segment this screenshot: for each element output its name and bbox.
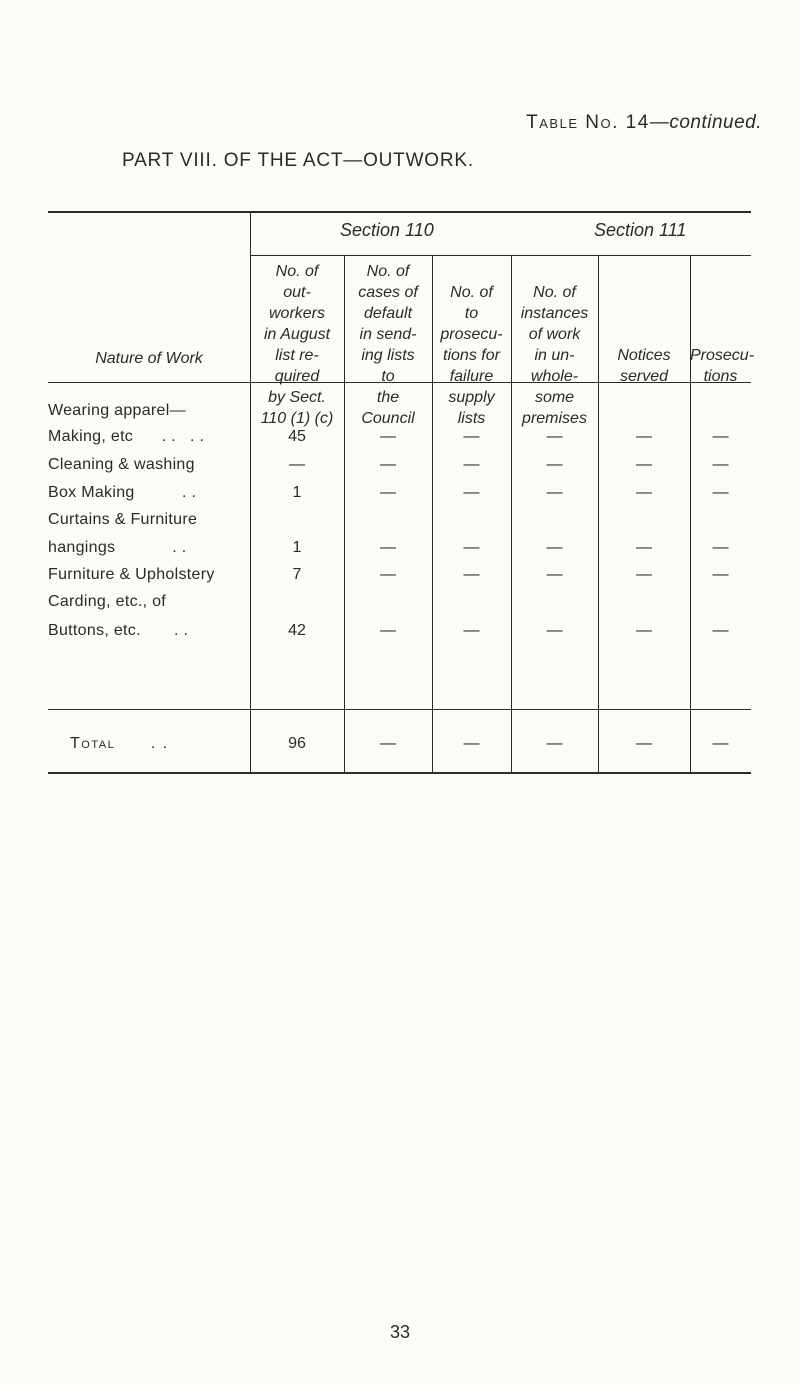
total-unwholesome: — (546, 735, 563, 752)
cell-notices: — (636, 622, 652, 639)
cell-unwholesome: — (546, 428, 563, 445)
cell-prosecutions: — (712, 456, 729, 473)
row-label: Wearing apparel— (48, 402, 186, 419)
cell-default: — (380, 539, 396, 556)
row-label: Furniture & Upholstery (48, 566, 215, 583)
cell-prosecutions-failure: — (463, 566, 480, 583)
total-label: Total . . (70, 735, 169, 752)
table-label-prefix: Table No. 14 (526, 112, 650, 133)
cell-prosecutions: — (712, 566, 729, 583)
cell-default: — (380, 566, 396, 583)
rule-total-top (48, 709, 751, 710)
section-110-heading: Section 110 (340, 220, 434, 240)
cell-default: — (380, 428, 396, 445)
row-label: Buttons, etc. . . (48, 622, 189, 639)
total-default: — (380, 735, 396, 752)
cell-outworkers: — (289, 456, 305, 473)
cell-unwholesome: — (546, 622, 563, 639)
col-header-prosecutions-failure: No. of to prosecu- tions for failure supply lists (440, 284, 503, 427)
section-111-heading: Section 111 (594, 220, 687, 240)
col-header-prosecutions: Prosecu- tions (690, 347, 755, 385)
total-outworkers: 96 (288, 735, 306, 752)
row-label: Making, etc . . . . (48, 428, 205, 445)
cell-prosecutions: — (712, 484, 729, 501)
col-header-nature-of-work: Nature of Work (95, 350, 203, 367)
cell-unwholesome: — (546, 539, 563, 556)
cell-outworkers: 7 (292, 566, 302, 583)
col-header-unwholesome-premises: No. of instances of work in un- whole- some premises (520, 284, 589, 427)
row-label: Box Making . . (48, 484, 197, 501)
cell-unwholesome: — (546, 484, 563, 501)
rule-top (48, 211, 751, 213)
row-label: Curtains & Furniture (48, 511, 198, 528)
row-label: hangings . . (48, 539, 187, 556)
total-notices: — (636, 735, 652, 752)
col-header-cases-of-default: No. of cases of default in send- ing lists to the Council (358, 263, 418, 427)
total-prosecutions: — (712, 735, 729, 752)
table-label-suffix: —continued. (649, 112, 762, 133)
col-header-notices-served: Notices served (617, 347, 671, 385)
cell-unwholesome: — (546, 566, 563, 583)
total-prosecutions-failure: — (463, 735, 480, 752)
col-header-outworkers: No. of out- workers in August list re- quired by Sect. 110 (1) (c) (260, 263, 334, 427)
part-title: PART VIII. OF THE ACT—OUTWORK. (122, 150, 474, 171)
row-label: Cleaning & washing (48, 456, 195, 473)
col-divider (690, 255, 691, 773)
cell-prosecutions: — (712, 539, 729, 556)
cell-prosecutions-failure: — (463, 428, 480, 445)
table-label (526, 112, 762, 134)
cell-prosecutions: — (712, 428, 729, 445)
cell-notices: — (636, 428, 652, 445)
cell-notices: — (636, 539, 652, 556)
cell-notices: — (636, 566, 652, 583)
cell-prosecutions-failure: — (463, 539, 480, 556)
cell-prosecutions-failure: — (463, 456, 480, 473)
cell-notices: — (636, 484, 652, 501)
cell-default: — (380, 484, 396, 501)
cell-prosecutions-failure: — (463, 484, 480, 501)
cell-outworkers: 1 (292, 539, 302, 556)
cell-prosecutions: — (712, 622, 729, 639)
rule-bottom (48, 772, 751, 774)
cell-prosecutions-failure: — (463, 622, 480, 639)
col-divider (598, 255, 599, 773)
cell-outworkers: 42 (288, 622, 306, 639)
rule-section (250, 255, 751, 256)
page-number: 33 (389, 1322, 411, 1342)
cell-default: — (380, 456, 396, 473)
row-label: Carding, etc., of (48, 593, 167, 610)
cell-default: — (380, 622, 396, 639)
cell-outworkers: 1 (292, 484, 302, 501)
cell-outworkers: 45 (288, 428, 306, 445)
cell-notices: — (636, 456, 652, 473)
cell-unwholesome: — (546, 456, 563, 473)
